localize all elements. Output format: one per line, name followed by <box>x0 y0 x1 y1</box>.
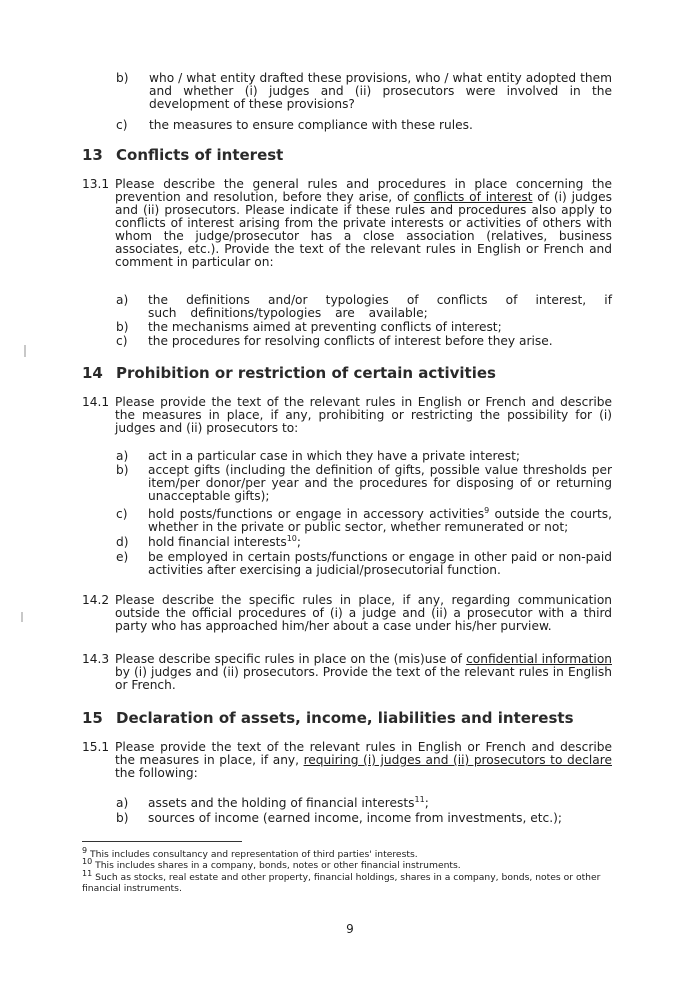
section-heading <box>82 709 574 727</box>
text-run: Please describe the general rules and procedures in place concerning the prevention and resolution, before they arise, of <box>115 177 612 204</box>
item-text <box>148 533 612 549</box>
text-run: by (i) judges and (ii) prosecutors. Provide the text of the relevant rules in English or French. <box>115 665 612 692</box>
paragraph-text <box>115 741 612 780</box>
item-text: be employed in certain posts/functions or engage in other paid or non-paid activities after exercising a judicial/prosecutorial function. <box>148 550 612 577</box>
section-number: 14 <box>82 364 103 382</box>
footnote-text: This includes shares in a company, bonds, notes or other financial instruments. <box>92 860 461 871</box>
item-label: b) <box>116 320 129 334</box>
paragraph-number: 15.1 <box>82 740 110 754</box>
section-title: Prohibition or restriction of certain activities <box>116 364 496 382</box>
footnote-text: Such as stocks, real estate and other property, financial holdings, shares in a company, bonds, notes or other financial instruments. <box>82 872 601 894</box>
section-heading <box>82 146 283 164</box>
underlined-term: conflicts of interest <box>413 190 533 204</box>
scan-speck <box>21 612 23 622</box>
footnote <box>82 856 612 871</box>
item-label: c) <box>116 118 128 132</box>
paragraph-14-1 <box>82 396 612 441</box>
footnote-text: This includes consultancy and representation of third parties' interests. <box>87 849 418 860</box>
paragraph-text: Please describe the specific rules in place, if any, regarding communication outside the official procedures of (i) a judge and (ii) a prosecutor with a third party who has approached him/her about a case under his/her purview. <box>115 593 612 633</box>
section-number: 13 <box>82 146 103 164</box>
item-label: c) <box>116 507 128 521</box>
paragraph-text <box>115 653 612 692</box>
list-item <box>82 119 612 133</box>
footnote-mark: 10 <box>82 856 93 866</box>
list-item <box>116 321 612 335</box>
footnote-mark: 11 <box>82 868 93 878</box>
item-text <box>148 794 612 810</box>
text-run: hold posts/functions or engage in accessory activities <box>148 507 485 521</box>
scan-speck <box>24 345 26 357</box>
text-run: the following: <box>115 766 198 780</box>
item-text: the definitions and/or typologies of conflicts of interest, if such definitions/typologies are available; <box>148 293 612 320</box>
section-title: Conflicts of interest <box>116 146 284 164</box>
item-text: the mechanisms aimed at preventing conflicts of interest; <box>148 320 502 334</box>
list-item <box>116 794 612 811</box>
item-text: act in a particular case in which they have a private interest; <box>148 449 520 463</box>
item-label: e) <box>116 550 129 564</box>
list-item <box>116 812 612 826</box>
section-number: 15 <box>82 709 103 727</box>
paragraph-13-1 <box>82 178 612 278</box>
item-text: the procedures for resolving conflicts of interest before they arise. <box>148 334 553 348</box>
paragraph-number: 14.2 <box>82 593 110 607</box>
text-run: Please describe specific rules in place on the (mis)use of <box>115 652 467 666</box>
item-text: accept gifts (including the definition of gifts, possible value thresholds per item/per donor/per year and the procedures for disposing of or returning unacceptable gifts); <box>148 463 612 503</box>
text-run: assets and the holding of financial interests <box>148 796 415 810</box>
item-text: sources of income (earned income, income from investments, etc.); <box>148 811 562 825</box>
paragraph-text <box>115 178 612 269</box>
item-label: c) <box>116 334 128 348</box>
footnote-ref: 9 <box>484 505 490 515</box>
item-label: a) <box>116 449 129 463</box>
section-title: Declaration of assets, income, liabilities and interests <box>116 709 574 727</box>
footnote-separator <box>82 841 242 842</box>
text-run: hold financial interests <box>148 535 287 549</box>
underlined-term: requiring (i) judges and (ii) prosecutors to declare <box>303 753 612 767</box>
paragraph-text: Please provide the text of the relevant rules in English or French and describe the measures in place, if any, prohibiting or restricting the possibility for (i) judges and (ii) prosecutors to: <box>115 395 612 435</box>
paragraph-number: 13.1 <box>82 177 110 191</box>
list-item <box>116 335 612 349</box>
footnote-ref: 10 <box>286 533 297 543</box>
paragraph-14-3 <box>82 653 612 697</box>
list-item <box>116 464 612 506</box>
text-run: ; <box>424 796 429 810</box>
item-label: b) <box>116 71 129 85</box>
paragraph-number: 14.3 <box>82 652 110 666</box>
item-text: who / what entity drafted these provisions, who / what entity adopted them and whether (i) judges and (ii) prosecutors were involved in the development of these provisions? <box>149 71 612 111</box>
item-label: a) <box>116 293 129 307</box>
text-run: outside the courts, whether in the private or public sector, whether remunerated or not; <box>148 507 613 534</box>
paragraph-14-2 <box>82 594 612 638</box>
footnote-mark: 9 <box>82 845 88 855</box>
item-label: d) <box>116 535 129 549</box>
list-item <box>116 294 612 322</box>
text-run: of (i) judges and (ii) prosecutors. Please indicate if these rules and procedures also apply to conflicts of interest arising from the private interests or activities of others with whom the judge/prosecutor has a close association (relatives, business associates, etc.). Provide the text of the relevant rules in English or French and comment in particular on: <box>115 190 613 269</box>
item-text: the measures to ensure compliance with these rules. <box>149 118 473 132</box>
footnote <box>82 868 612 894</box>
paragraph-15-1 <box>82 741 612 785</box>
item-label: b) <box>116 463 129 477</box>
list-item <box>116 551 612 579</box>
page-number: 9 <box>346 922 354 936</box>
footnote <box>82 845 612 860</box>
list-item <box>82 72 612 112</box>
text-run: Please provide the text of the relevant rules in English or French and describe the measures in place, if any, <box>115 740 612 767</box>
list-item <box>116 450 612 464</box>
item-label: a) <box>116 796 129 810</box>
text-run: ; <box>296 535 301 549</box>
list-item <box>116 505 613 536</box>
list-item <box>116 533 612 550</box>
underlined-term: confidential information <box>466 652 612 666</box>
footnote-ref: 11 <box>414 794 425 804</box>
section-heading <box>82 364 496 382</box>
paragraph-number: 14.1 <box>82 395 110 409</box>
item-label: b) <box>116 811 129 825</box>
item-text <box>148 505 613 534</box>
